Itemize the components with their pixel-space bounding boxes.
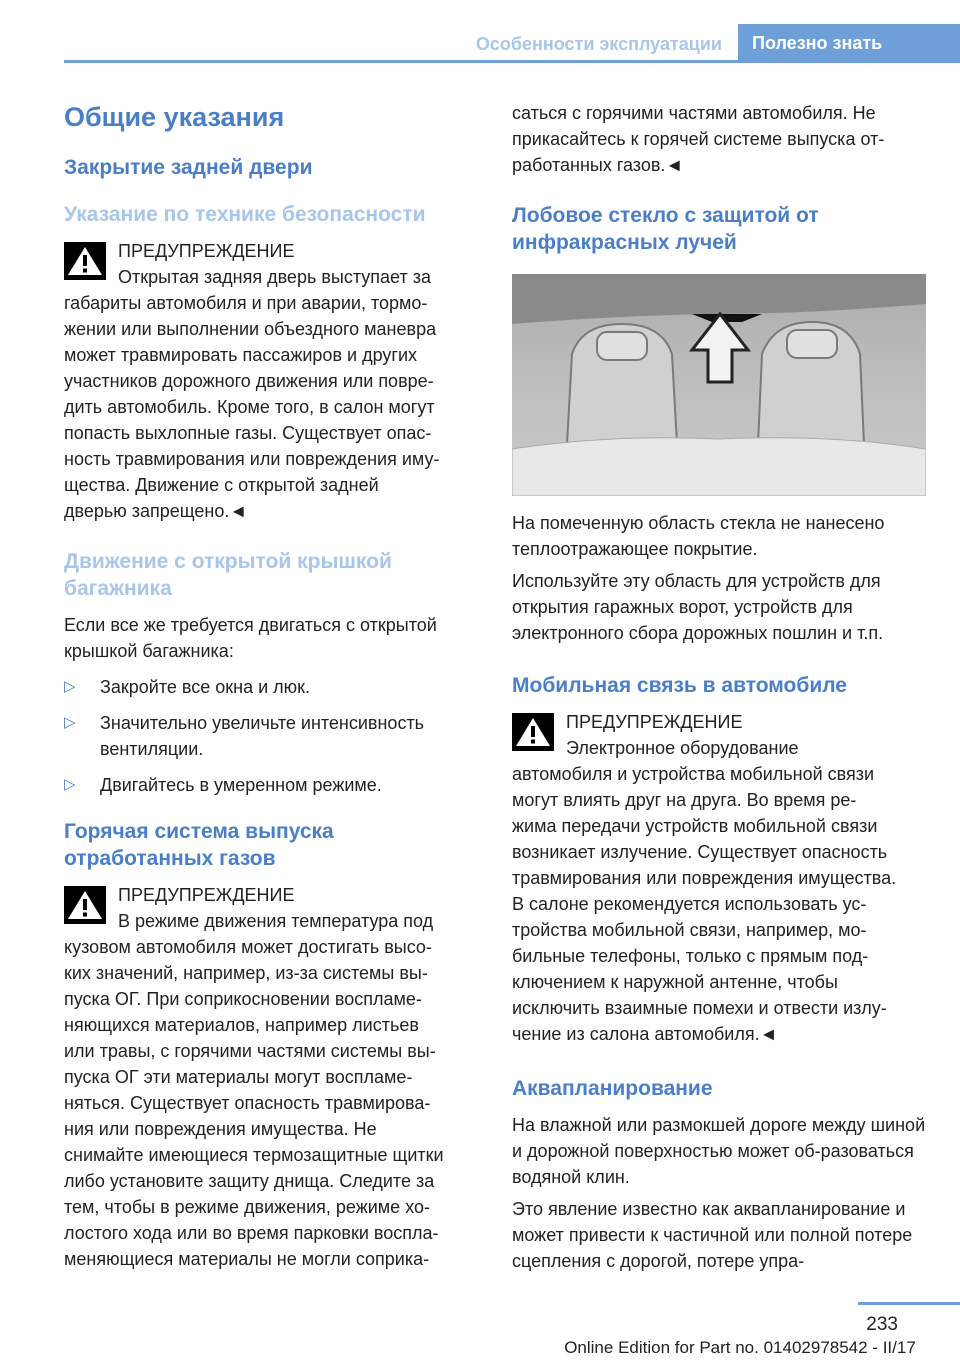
list-item [64, 674, 478, 700]
warning-block-exhaust [64, 882, 478, 1272]
header-section-title: Особенности эксплуатации [475, 34, 722, 54]
warning-text-line: дить автомобиль. Кроме того, в салон могут [64, 397, 435, 417]
aquaplaning-text-2: Это явление известно как аквапланирование и может привести к частичной или полной потере сцепления с дорогой, потере упра- [512, 1199, 913, 1271]
warning-text-line: габариты автомобиля и при аварии, тормо- [64, 293, 428, 313]
warning-text-line: ключением к наружной антенне, чтобы [512, 972, 838, 992]
warning-text-line: попасть выхлопные газы. Существует опас- [64, 423, 432, 443]
section-heading-rear-door: Закрытие задней двери [64, 156, 313, 179]
mobile-heading: Мобильная связь в автомобиле [512, 674, 847, 697]
footer-rule [858, 1302, 960, 1305]
warning-label: ПРЕДУПРЕЖДЕНИЕ [118, 885, 295, 905]
warning-text-line: жима передачи устройств мобильной связи [512, 816, 878, 836]
warning-text-line: или травы, с горячими частями системы вы- [64, 1041, 436, 1061]
windshield-text-2: Используйте эту область для устройств для открытия гаражных ворот, устройств для электронного сбора дорожных пошлин и т.п. [512, 571, 884, 643]
continuation-line: работанных газов.◄ [512, 155, 684, 175]
triangle-bullet-icon: ▷ [64, 714, 76, 731]
warning-text-line: либо установите защиту днища. Следите за [64, 1171, 435, 1191]
warning-text-line: тем, чтобы в режиме движения, режиме хо- [64, 1197, 430, 1217]
warning-text-line: бильные телефоны, только с прямым под- [512, 946, 869, 966]
trunk-intro: Если все же требуется двигаться с открытой крышкой багажника: [64, 615, 437, 661]
warning-text-line: исключить взаимные помехи и отвести излу- [512, 998, 887, 1018]
continuation-line: прикасайтесь к горячей системе выпуска от- [512, 129, 885, 149]
list-item [64, 710, 478, 762]
edition-footer: Online Edition for Part no. 01402978542 - II/17 [564, 1338, 916, 1357]
warning-text-line: дверью запрещено.◄ [64, 501, 248, 521]
page-title: Общие указания [64, 102, 285, 132]
trunk-heading: Движение с открытой крышкой багажника [64, 550, 392, 600]
right-column [512, 100, 926, 1274]
list-item [64, 772, 478, 798]
aquaplaning-heading: Аквапланирование [512, 1077, 713, 1100]
warning-text-line: тройства мобильной связи, например, мо- [512, 920, 867, 940]
exhaust-heading: Горячая система выпуска отработанных газов [64, 820, 334, 870]
triangle-bullet-icon: ▷ [64, 678, 76, 695]
triangle-bullet-icon: ▷ [64, 776, 76, 793]
aquaplaning-text-1: На влажной или размокшей дороге между шиной и дорожной поверхностью может об-разоваться водяной клин. [512, 1115, 926, 1187]
warning-text-line: В салоне рекомендуется использовать ус- [512, 894, 867, 914]
warning-label: ПРЕДУПРЕЖДЕНИЕ [566, 712, 743, 732]
warning-block-mobile [512, 709, 926, 1047]
car-interior-illustration [512, 274, 926, 496]
warning-text-line: чение из салона автомобиля.◄ [512, 1024, 778, 1044]
warning-text-line: пуска ОГ эти материалы могут воспламе- [64, 1067, 413, 1087]
warning-text-line: лостого хода или во время парковки воспла- [64, 1223, 439, 1243]
warning-block-rear-door [64, 238, 478, 524]
warning-triangle-icon [64, 886, 106, 924]
warning-text-line: участников дорожного движения или повре- [64, 371, 434, 391]
windshield-text-1: На помеченную область стекла не нанесено теплоотражающее покрытие. [512, 513, 885, 559]
warning-text-line: пуска ОГ. При соприкосновении воспламе- [64, 989, 422, 1009]
header-tab: Полезно знать [738, 24, 960, 60]
warning-text-line: ких значений, например, из-за системы вы- [64, 963, 428, 983]
warning-text-line: В режиме движения температура под [118, 911, 434, 931]
list-item-text: Двигайтесь в умеренном режиме. [100, 775, 382, 795]
warning-text-line: няющихся материалов, например листьев [64, 1015, 419, 1035]
warning-text-line: возникает излучение. Существует опасность [512, 842, 888, 862]
warning-text-line: автомобиля и устройства мобильной связи [512, 764, 875, 784]
continuation-line: саться с горячими частями автомобиля. Не [512, 103, 876, 123]
warning-text-line: могут влиять друг на друга. Во время ре- [512, 790, 857, 810]
warning-text-line: ния или повреждения имущества. Не [64, 1119, 377, 1139]
warning-text-line: жении или выполнении объездного маневра [64, 319, 437, 339]
windshield-heading: Лобовое стекло с защитой от инфракрасных лучей [512, 204, 819, 254]
warning-triangle-icon [64, 242, 106, 280]
warning-text-line: меняющиеся материалы не могли соприка- [64, 1249, 430, 1269]
page-number: 233 [866, 1314, 898, 1335]
warning-text-line: снимайте имеющиеся термозащитные щитки [64, 1145, 444, 1165]
warning-label: ПРЕДУПРЕЖДЕНИЕ [118, 241, 295, 261]
header-rule [64, 60, 960, 63]
warning-text-line: ность травмирования или повреждения иму- [64, 449, 440, 469]
list-item-text: Значительно увеличьте интенсивность вентиляции. [100, 713, 425, 759]
bullet-list [64, 674, 478, 798]
list-item-text: Закройте все окна и люк. [100, 677, 311, 697]
warning-text-line: может травмировать пассажиров и других [64, 345, 417, 365]
left-column [64, 100, 478, 1272]
windshield-photo [512, 274, 926, 496]
warning-text-line: щества. Движение с открытой задней [64, 475, 379, 495]
warning-text-line: Электронное оборудование [566, 738, 799, 758]
warning-triangle-icon [512, 713, 554, 751]
warning-text-line: травмирования или повреждения имущества. [512, 868, 897, 888]
warning-text-line: няться. Существует опасность травмирова- [64, 1093, 431, 1113]
safety-heading: Указание по технике безопасности [64, 203, 426, 226]
warning-text-line: кузовом автомобиля может достигать высо- [64, 937, 432, 957]
warning-text-line: Открытая задняя дверь выступает за [118, 267, 431, 287]
